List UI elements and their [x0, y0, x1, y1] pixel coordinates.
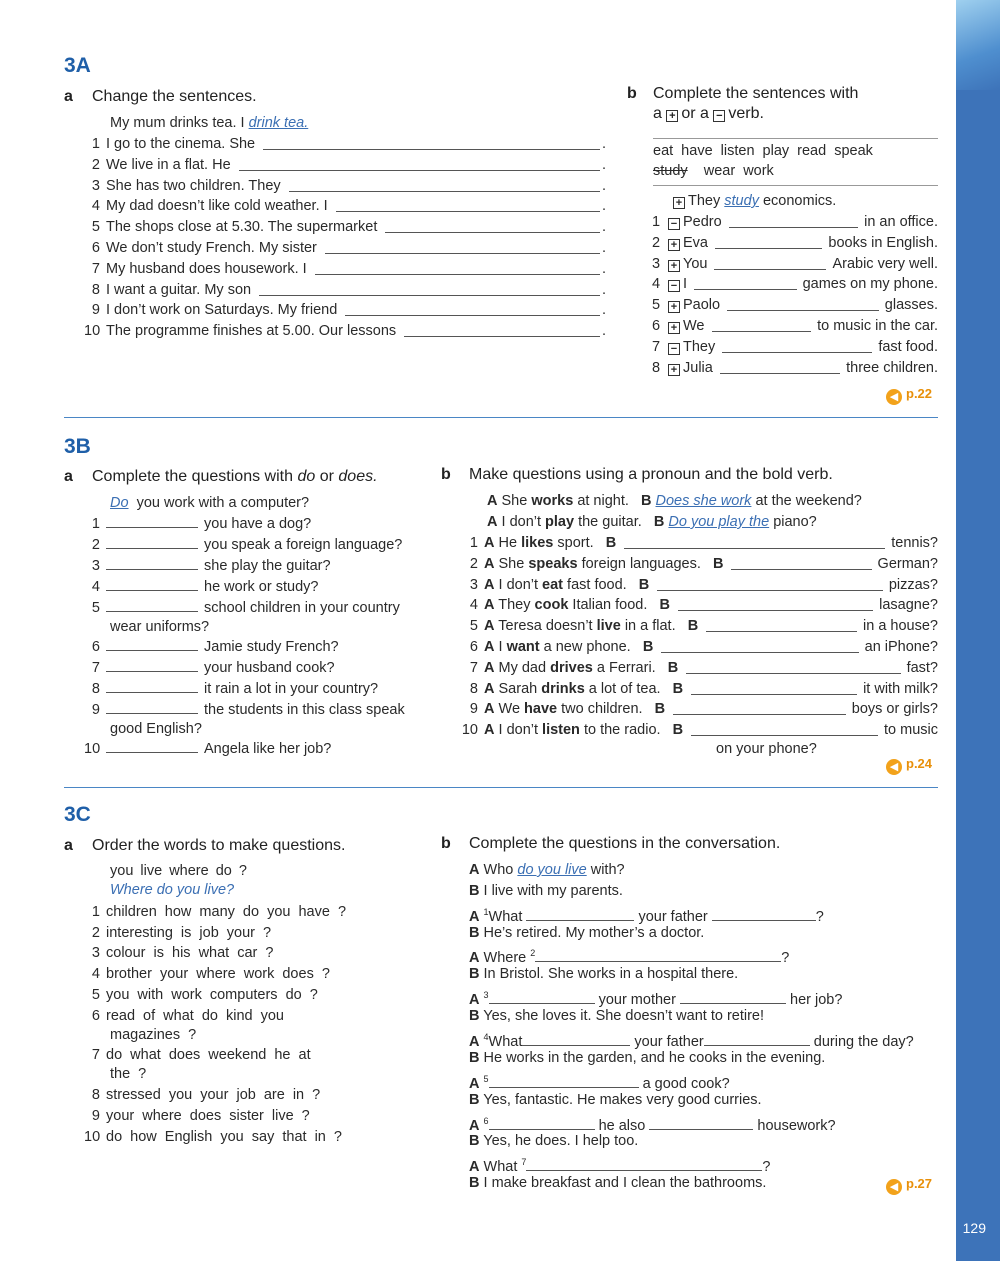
answer-blank[interactable]: [686, 662, 901, 674]
exercise-3b-b-item: 6 A I want a new phone. B an iPhone?: [469, 639, 938, 655]
answer-blank[interactable]: [106, 537, 198, 549]
exercise-3b-b-item: 9 A We have two children. B boys or girls?: [469, 701, 938, 718]
exercise-3a-b-heading: b Complete the sentences with: [627, 85, 859, 102]
conv-line-11: A $^5$ a good cook?: [469, 1074, 730, 1092]
exercise-3c-a-item: 1 children how many do you have ?: [91, 904, 347, 920]
answer-blank[interactable]: [678, 599, 873, 611]
conv-line-7: A $^3$ your mother her job?: [469, 990, 843, 1008]
answer-blank[interactable]: [722, 341, 872, 353]
answer-blank[interactable]: [106, 579, 198, 591]
sign-box-icon: +: [668, 301, 680, 313]
arrow-left-icon: ◀: [886, 389, 902, 405]
exercise-3b-a-item: 10 Angela like her job?: [84, 741, 332, 757]
exercise-3c-a-item: 10 do how English you say that in ?: [84, 1129, 342, 1145]
exercise-3b-a-item-cont: wear uniforms?: [110, 619, 210, 635]
answer-blank[interactable]: [489, 1118, 595, 1130]
conv-line-6: B In Bristol. She works in a hospital there.: [469, 966, 739, 982]
exercise-3c-a-item-cont: the ?: [110, 1066, 147, 1082]
answer-blank[interactable]: [489, 1076, 639, 1088]
exercise-3b-b-item: 3 A I don’t eat fast food. B pizzas?: [469, 576, 938, 593]
word-box-line2: study wear work: [653, 163, 774, 179]
answer-blank[interactable]: [263, 138, 600, 150]
exercise-3b-b-heading: b Make questions using a pronoun and the bold verb.: [441, 466, 833, 483]
exercise-3b-a-item: 6 Jamie study French?: [91, 639, 339, 655]
exercise-3b-b-item: 4 A They cook Italian food. B lasagne?: [469, 597, 938, 614]
conv-line-3: A $^1$What your father ?: [469, 907, 824, 925]
answer-blank[interactable]: [694, 278, 797, 290]
answer-blank[interactable]: [729, 216, 858, 228]
exercise-3c-a-item: 5 you with work computers do ?: [91, 987, 318, 1003]
exercise-3c-a-example-answer: Where do you live?: [110, 882, 235, 898]
answer-blank[interactable]: [325, 242, 600, 254]
exercise-3a-b-item: 8 + Julia three children.: [652, 359, 938, 376]
exercise-3c-a-example: you live where do ?: [110, 863, 247, 879]
exercise-3c-a-item: 8 stressed you your job are in ?: [91, 1087, 321, 1103]
sign-box-icon: −: [668, 280, 680, 292]
answer-blank[interactable]: [489, 992, 595, 1004]
exercise-3c-a-item: 3 colour is his what car ?: [91, 945, 274, 961]
exercise-3b-b-item: 7 A My dad drives a Ferrari. B fast?: [469, 659, 938, 676]
exercise-3a-a-heading: a Change the sentences.: [64, 88, 257, 105]
answer-blank[interactable]: [727, 299, 879, 311]
conv-line-1: A Who do you live with?: [469, 862, 625, 878]
exercise-3b-a-item: 3 she play the guitar?: [91, 558, 331, 574]
arrow-left-icon: ◀: [886, 759, 902, 775]
exercise-3b-b-example: A I don’t play the guitar. B Do you play the piano?: [487, 514, 817, 530]
sign-box-icon: +: [673, 197, 685, 209]
conv-line-16: B I make breakfast and I clean the bathrooms.: [469, 1175, 767, 1191]
answer-blank[interactable]: [106, 600, 198, 612]
section-title-3a: 3A: [64, 54, 91, 77]
answer-blank[interactable]: [691, 683, 857, 695]
answer-blank[interactable]: [404, 325, 600, 337]
answer-blank[interactable]: [673, 703, 846, 715]
exercise-3c-a-item: 6 read of what do kind you: [91, 1008, 284, 1024]
answer-blank[interactable]: [336, 200, 600, 212]
answer-blank[interactable]: [522, 1034, 630, 1046]
exercise-3a-a-item: 4 My dad doesn’t like cold weather. I .: [91, 198, 606, 215]
sidebar-graphic: [956, 0, 1000, 90]
answer-blank[interactable]: [731, 558, 872, 570]
answer-blank[interactable]: [691, 724, 878, 736]
exercise-3b-b-example: A She works at night. B Does she work at the weekend?: [487, 493, 862, 509]
answer-blank[interactable]: [106, 681, 198, 693]
word-box-line1: eat have listen play read speak: [653, 143, 873, 159]
conv-line-5: A Where $^2$ ?: [469, 948, 790, 966]
exercise-3a-b-item: 3 + You Arabic very well.: [652, 255, 938, 272]
answer-blank[interactable]: [624, 537, 885, 549]
section-divider: [64, 787, 938, 788]
exercise-3c-a-item: 7 do what does weekend he at: [91, 1047, 311, 1063]
exercise-3b-a-item: 8 it rain a lot in your country?: [91, 681, 379, 697]
answer-blank[interactable]: [106, 558, 198, 570]
conv-line-14: B Yes, he does. I help too.: [469, 1133, 639, 1149]
answer-blank[interactable]: [680, 992, 786, 1004]
exercise-3a-a-item: 8 I want a guitar. My son .: [91, 281, 606, 298]
answer-blank[interactable]: [535, 950, 781, 962]
ref-link-3a[interactable]: ◀ p.22: [886, 386, 932, 405]
exercise-3b-a-item: 9 the students in this class speak: [91, 702, 405, 718]
sign-box-icon: +: [668, 322, 680, 334]
answer-blank[interactable]: [657, 579, 883, 591]
arrow-left-icon: ◀: [886, 1179, 902, 1195]
exercise-3c-a-item: 9 your where does sister live ?: [91, 1108, 310, 1124]
exercise-3a-b-item: 5 + Paolo glasses.: [652, 297, 938, 314]
exercise-3b-a-example: Do you work with a computer?: [110, 495, 310, 511]
exercise-3a-a-item: 3 She has two children. They .: [91, 177, 606, 194]
answer-blank[interactable]: [706, 620, 857, 632]
answer-blank[interactable]: [106, 660, 198, 672]
exercise-3b-a-item: 7 your husband cook?: [91, 660, 335, 676]
exercise-3b-a-item-cont: good English?: [110, 721, 202, 737]
exercise-3c-a-item-cont: magazines ?: [110, 1027, 197, 1043]
answer-blank[interactable]: [712, 320, 811, 332]
conv-line-4: B He’s retired. My mother’s a doctor.: [469, 925, 705, 941]
conv-line-10: B He works in the garden, and he cooks in the evening.: [469, 1050, 826, 1066]
exercise-3a-b-item: 4 − I games on my phone.: [652, 276, 938, 293]
exercise-3a-b-item: 7 − They fast food.: [652, 338, 938, 355]
answer-blank[interactable]: [712, 909, 816, 921]
exercise-3b-b-item: 8 A Sarah drinks a lot of tea. B it with milk?: [469, 680, 938, 697]
exercise-3b-a-item: 1 you have a dog?: [91, 516, 312, 532]
exercise-3b-b-item: 1 A He likes sport. B tennis?: [469, 535, 938, 551]
answer-blank[interactable]: [239, 159, 600, 171]
sign-box-icon: +: [668, 260, 680, 272]
exercise-3a-a-item: 1 I go to the cinema. She .: [91, 136, 606, 152]
answer-blank[interactable]: [704, 1034, 810, 1046]
exercise-3a-b-item: 1 − Pedro in an office.: [652, 214, 938, 230]
sign-box-icon: −: [668, 343, 680, 355]
exercise-3a-b-item: 2 + Eva books in English.: [652, 234, 938, 251]
answer-blank[interactable]: [714, 258, 826, 270]
conv-line-13: A $^6$ he also housework?: [469, 1116, 836, 1134]
minus-box-icon: −: [713, 110, 725, 122]
answer-blank[interactable]: [106, 702, 198, 714]
exercise-3b-a-item: 5 school children in your country: [91, 600, 400, 616]
word-box: [653, 138, 938, 186]
plus-box-icon: +: [666, 110, 678, 122]
answer-blank[interactable]: [526, 1159, 762, 1171]
page-sidebar: [956, 0, 1000, 1261]
conv-line-9: A $^4$What your father during the day?: [469, 1032, 914, 1050]
answer-blank[interactable]: [315, 263, 600, 275]
section-divider: [64, 417, 938, 418]
exercise-3b-a-item: 2 you speak a foreign language?: [91, 537, 403, 553]
exercise-3b-a-heading: a Complete the questions with do or does.: [64, 468, 378, 485]
exercise-3b-b-item-cont: on your phone?: [716, 741, 817, 758]
conv-line-15: A What $^7$ ?: [469, 1157, 771, 1175]
answer-blank[interactable]: [526, 909, 634, 921]
exercise-3c-a-item: 2 interesting is job your ?: [91, 925, 272, 941]
exercise-3b-b-item: 10 A I don’t listen to the radio. B to music: [461, 722, 938, 739]
exercise-3a-b-heading-line2: a + or a − verb.: [653, 105, 764, 122]
answer-blank[interactable]: [106, 639, 198, 651]
conv-line-8: B Yes, she loves it. She doesn’t want to retire!: [469, 1008, 765, 1024]
answer-blank[interactable]: [289, 180, 600, 192]
exercise-3a-a-example: My mum drinks tea. I drink tea.: [110, 115, 309, 131]
answer-blank[interactable]: [259, 284, 600, 296]
exercise-3a-b-item: 6 + We to music in the car.: [652, 318, 938, 334]
answer-blank[interactable]: [106, 741, 198, 753]
exercise-3a-a-item: 5 The shops close at 5.30. The supermarket .: [91, 219, 606, 236]
exercise-3b-b-item: 2 A She speaks foreign languages. B German?: [469, 555, 938, 572]
exercise-3a-a-item: 10 The programme finishes at 5.00. Our lessons .: [84, 323, 606, 340]
exercise-3a-a-item: 9 I don’t work on Saturdays. My friend .: [91, 302, 606, 319]
exercise-3b-b-item: 5 A Teresa doesn’t live in a flat. B in a house?: [469, 618, 938, 635]
ref-link-3b[interactable]: ◀ p.24: [886, 756, 932, 775]
answer-blank[interactable]: [385, 221, 600, 233]
exercise-3c-a-item: 4 brother your where work does ?: [91, 966, 330, 982]
answer-blank[interactable]: [720, 362, 840, 374]
conv-line-2: B I live with my parents.: [469, 883, 623, 899]
exercise-3c-a-heading: a Order the words to make questions.: [64, 837, 346, 854]
answer-blank[interactable]: [661, 641, 859, 653]
exercise-3a-b-example: + They study economics.: [673, 192, 836, 210]
ref-link-3c[interactable]: ◀ p.27: [886, 1176, 932, 1195]
sign-box-icon: +: [668, 239, 680, 251]
exercise-3a-a-item: 6 We don’t study French. My sister .: [91, 240, 606, 256]
conv-line-12: B Yes, fantastic. He makes very good curries.: [469, 1092, 762, 1108]
exercise-3a-a-item: 7 My husband does housework. I .: [91, 260, 606, 277]
section-title-3b: 3B: [64, 435, 91, 458]
answer-blank[interactable]: [649, 1118, 753, 1130]
answer-blank[interactable]: [106, 516, 198, 528]
section-title-3c: 3C: [64, 803, 91, 826]
exercise-3b-a-item: 4 he work or study?: [91, 579, 319, 595]
answer-blank[interactable]: [715, 237, 822, 249]
exercise-3c-b-heading: b Complete the questions in the conversation.: [441, 835, 781, 852]
page-number: 129: [962, 1220, 986, 1236]
sign-box-icon: +: [668, 364, 680, 376]
answer-blank[interactable]: [345, 304, 600, 316]
sign-box-icon: −: [668, 218, 680, 230]
exercise-3a-a-item: 2 We live in a flat. He .: [91, 156, 606, 173]
